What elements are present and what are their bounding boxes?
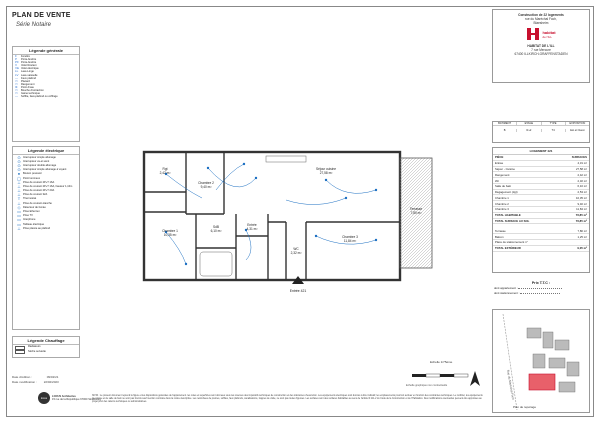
room-name: Rangement xyxy=(493,172,549,178)
legend-label: Soffite, faux-plafond ou coffrage xyxy=(21,95,58,99)
legend-symbol-icon: ⊙ xyxy=(17,162,21,168)
legend-symbol-icon: ⊥ xyxy=(17,225,21,231)
legend-label: Lave-Linge xyxy=(21,70,34,74)
owner-address: 7 rue Mercure xyxy=(531,48,551,52)
room-area: 10,35 m² xyxy=(163,233,177,237)
legend-symbol-icon: ⊙ xyxy=(17,154,21,160)
entry-label: Entrée 421 xyxy=(289,289,307,293)
legend-label: Prise de courant étanche xyxy=(23,201,52,205)
brand-sub: de l'ILL xyxy=(542,34,553,39)
legend-label: Tableau électrique xyxy=(23,222,45,226)
legend-label: Bouton poussoir xyxy=(23,172,42,176)
legend-symbol-icon: ▭ xyxy=(17,217,21,223)
annex-name: Balcon xyxy=(493,234,563,240)
legend-symbol-icon: VE xyxy=(15,66,20,71)
legend-label: Radiateurs xyxy=(28,345,41,348)
lot-attr-value: Est et Ouest xyxy=(570,129,585,132)
legend-symbol-icon: V xyxy=(15,63,18,68)
legend-symbol-icon: PF xyxy=(15,60,19,65)
legend-symbol-icon: ▭ xyxy=(17,221,21,227)
room-area: 11,84 m² xyxy=(343,239,357,243)
lot-attr-value: B xyxy=(493,129,517,132)
legend-label: Sèche serviette xyxy=(28,349,46,353)
room-name: Chambre 3 xyxy=(493,207,549,213)
owner-city: 67400 ILLKIRCH-GRAFFENSTADEN xyxy=(514,52,568,56)
situation-map xyxy=(493,310,589,412)
price-apartment-label: dont appartement : xyxy=(494,286,518,290)
north-arrow-icon xyxy=(466,370,484,388)
room-area: 27,58 m² xyxy=(319,171,333,175)
legend-label: Volet électrique xyxy=(21,67,39,71)
legend-label: Lave-vaisselle xyxy=(21,73,38,77)
room-area: 2,42 m² xyxy=(159,171,171,175)
room-area: 2,32 m² xyxy=(290,251,302,255)
legend-label: Volet Roulant xyxy=(21,64,37,68)
room-area: 4,31 m² xyxy=(246,227,258,231)
legend-label: Gaine technique xyxy=(21,92,40,96)
legend-label: Rangement xyxy=(21,82,35,86)
architect-logo: locus xyxy=(38,392,50,404)
legend-symbol-icon: ▭ xyxy=(15,81,18,86)
room-surface: 10,35 m² xyxy=(549,195,589,201)
legend-symbol-icon: ▭ xyxy=(17,213,21,219)
edition-date-label: Date d'édition : xyxy=(12,375,32,379)
street-label: Rue du Maréchal Foch xyxy=(506,369,516,401)
legend-label: Prise TV xyxy=(23,214,33,218)
legend-label: Point lumineux xyxy=(23,176,41,180)
room-surface: 2,32 m² xyxy=(549,178,589,184)
legend-symbol-icon: ▭ xyxy=(17,209,21,215)
legend-item xyxy=(13,350,79,355)
legend-general-heading: Légende générale xyxy=(13,47,79,55)
legend-symbol-icon: ◇ xyxy=(17,204,21,210)
room-surface: 27,58 m² xyxy=(549,166,589,172)
legend-label: Prise de courant 2P+T 16A xyxy=(23,180,55,184)
interior-walls xyxy=(144,152,400,280)
legend-symbol-icon: ⊥ xyxy=(17,200,21,206)
room-name: Salle de bain xyxy=(493,183,549,189)
lot-attr-header: EXPOSITION xyxy=(569,122,586,125)
room-area: 6,10 m² xyxy=(210,229,222,233)
project-box xyxy=(492,9,590,83)
room-label: Chambre 3 xyxy=(342,235,358,239)
radiator-icon xyxy=(15,346,25,350)
lot-attr-header: TYPE xyxy=(542,122,566,125)
room-label: Terrasse xyxy=(409,207,423,211)
room-name: Chambre 2 xyxy=(493,201,549,207)
annex-name: Place de stationnement n° xyxy=(493,239,563,245)
legend-symbol-icon: ⊗ xyxy=(15,84,18,89)
legend-label: Faux plafond xyxy=(21,76,36,80)
price-heading: Prix T.T.C : xyxy=(531,281,551,285)
legend-label: Prise de courant 32A xyxy=(23,193,48,197)
edition-date xyxy=(12,375,58,379)
room-surface: 9,40 m² xyxy=(549,201,589,207)
bathtub xyxy=(200,252,232,276)
scale-bar xyxy=(410,372,470,382)
room-area: 9,40 m² xyxy=(200,185,212,189)
modification-date-value: 22/02/2023 xyxy=(43,380,59,384)
room-label: WC xyxy=(293,247,299,251)
modification-date xyxy=(12,380,59,384)
room-label: Rgt xyxy=(162,167,168,171)
towel-heater-icon xyxy=(15,350,25,354)
document-subtitle: Série Notaire xyxy=(16,22,52,28)
total-exterieur-label: TOTAL EXTÉRIEUR xyxy=(493,246,559,251)
col-header-surfaces: SURFACES xyxy=(549,155,589,160)
total-sol-label: TOTAL SURFACE AU SOL xyxy=(493,218,562,224)
annex-surface xyxy=(563,239,589,245)
legend-label: Porte-fenêtre xyxy=(21,58,37,62)
legend-label: Prise Ethernet xyxy=(23,210,40,214)
price-parking-label: dont stationnement : xyxy=(494,291,520,295)
room-surface: 2,53 m² xyxy=(549,189,589,195)
legend-label: Interphone xyxy=(23,218,36,222)
room-name: Entrée xyxy=(493,160,549,166)
legend-item xyxy=(13,95,79,98)
total-exterieur-value: 9,05 m² xyxy=(559,246,589,251)
legend-electric xyxy=(12,146,80,330)
legend-label: Interrupteur va-et-vient xyxy=(23,159,50,163)
legend-label: Placard xyxy=(21,79,30,83)
total-sol-value: 76,85 m² xyxy=(562,218,589,224)
room-surface: 4,31 m² xyxy=(549,160,589,166)
brand-logo xyxy=(493,27,589,41)
room-label: Séjour cuisine xyxy=(315,167,337,171)
situation-plan xyxy=(492,309,590,413)
legend-symbol-icon: — xyxy=(15,75,18,80)
price-box xyxy=(492,281,590,301)
legend-label: Interrupteur simple allumage à voyant xyxy=(23,168,67,172)
modification-date-label: Date modification : xyxy=(12,380,37,384)
col-header-piece: PIÈCE xyxy=(493,155,549,160)
legend-electric-heading: Légende électrique xyxy=(13,147,79,155)
legend-item xyxy=(13,184,79,188)
legend-label: Fenêtre xyxy=(21,55,30,58)
legend-item xyxy=(13,226,79,230)
legend-label: Interrupteur double allumage xyxy=(23,163,57,167)
legend-symbol-icon: ⊥ xyxy=(17,179,21,185)
legend-symbol-icon: ⊥ xyxy=(17,192,21,198)
room-surface: 11,84 m² xyxy=(549,207,589,213)
legend-label: Prise placée au plafond xyxy=(23,226,51,230)
owner-name: HABITAT DE L'ILL xyxy=(527,44,555,48)
lot-attr-header: ETAGE xyxy=(517,122,541,125)
lot-attr-value: T4 xyxy=(542,129,566,132)
lot-attr-value: R+2 xyxy=(517,129,541,132)
edition-date-value: 09/02/21 xyxy=(46,375,59,379)
room-name: Wc xyxy=(493,178,549,184)
room-surface: 6,10 m² xyxy=(549,183,589,189)
architect-name: LOCUS Architectes xyxy=(52,395,76,398)
legend-symbol-icon: ▭ xyxy=(15,78,18,83)
outer-wall xyxy=(144,152,400,280)
legend-symbol-icon: F xyxy=(15,54,17,58)
room-label: Chambre 2 xyxy=(198,181,214,185)
room-label: Chambre 1 xyxy=(162,229,178,233)
scale-label: Echelle 1/75ème xyxy=(430,360,453,364)
kitchen-counter xyxy=(266,156,306,162)
legend-symbol-icon: ▭ xyxy=(15,88,18,93)
legend-symbol-icon: ▭ xyxy=(15,91,18,96)
table-row xyxy=(493,207,589,213)
legend-label: Point d'eau xyxy=(21,85,34,89)
legend-label: Thermostat xyxy=(23,197,37,201)
legend-symbol-icon: ⊥ xyxy=(17,188,21,194)
legend-symbol-icon: ● xyxy=(17,171,21,177)
legend-symbol-icon: ⊙ xyxy=(17,167,21,173)
scale-note: Echelle graphique non contractuelle xyxy=(406,384,448,387)
lot-label: LOGEMENT 421 xyxy=(493,148,589,155)
project-title: Construction de 22 logements xyxy=(518,13,564,17)
lot-highlight xyxy=(529,374,555,390)
legend-label: Prise de courant 2P+T 20A xyxy=(23,189,55,193)
legend-label: Bouche d'extraction xyxy=(21,89,44,93)
room-area: 7,80 m² xyxy=(410,211,422,215)
room-name: Dégagement (dgt) xyxy=(493,189,549,195)
legend-symbol-icon: — xyxy=(15,94,18,99)
legend-symbol-icon: ◯ xyxy=(16,175,22,181)
room-label: Entrée xyxy=(247,223,257,227)
legend-heating xyxy=(12,336,80,358)
annex-surface: 1,25 m² xyxy=(563,234,589,240)
legend-label: Interrupteur simple allumage xyxy=(23,155,56,159)
legend-symbol-icon: T xyxy=(17,196,21,202)
architect-address: 15 rue de la République 67000 Strasbourg xyxy=(52,398,101,401)
legend-symbol-icon: ⊥ xyxy=(17,183,21,189)
room-name: Chambre 1 xyxy=(493,195,549,201)
total-habitable-label: TOTAL HABITABLE xyxy=(493,213,562,218)
floor-plan xyxy=(86,140,482,300)
project-city: Blaesheim xyxy=(533,21,549,25)
surfaces-table xyxy=(492,147,590,273)
room-label: SdB xyxy=(212,225,220,229)
legend-symbol-icon: LV xyxy=(15,72,19,77)
legend-general xyxy=(12,46,80,142)
legend-label: Prise de courant 2P+T 16A, hauteur 1,10m xyxy=(23,184,73,188)
total-habitable-value: 76,85 m² xyxy=(562,213,589,218)
legend-symbol-icon: ⊙ xyxy=(17,158,21,164)
lot-attributes xyxy=(492,121,590,143)
legend-symbol-icon: LL xyxy=(15,69,19,74)
room-name: Séjour - Cuisine xyxy=(493,166,549,172)
situation-label: Plan de repérage xyxy=(513,405,537,409)
lot-attr-header: BATIMENT xyxy=(493,122,517,125)
annex-name: Terrasse xyxy=(493,228,563,233)
document-title: PLAN DE VENTE xyxy=(12,12,71,19)
habitat-logo-icon xyxy=(526,27,540,41)
annex-surface: 7,80 m² xyxy=(563,228,589,233)
project-address: rue du Maréchal Foch, xyxy=(525,17,557,21)
legal-note: NOTA : Le présent document reprend la figure et les dispositions générales de l'appartement. les cotes et superficies sont données sous les réserves des impératifs techniques de construction et des tolérances d'exécution. Les équipements électriques sont donnés à titre indicatif, les emplacements pourront évoluer en fonction des contraintes techniques. Le mobilier, les équipements de cuisine et de salle de bain ne sont pas fournis sauf mention contraire dans la notice descriptive. Les retombées de poutres, soffites, faux plafonds, canalisations, trappes de visite, ne sont pas toutes figurées. Les surfaces sont des surfaces habitables au sens de l'article R.111-2 du Code de la Construction et de l'Habitation. Des modifications éventuelles peuvent être apportées au projet pour des raisons techniques ou administratives. xyxy=(92,395,483,403)
room-surface: 2,42 m² xyxy=(549,172,589,178)
legend-heating-heading: Légende Chauffage xyxy=(13,337,79,345)
legend-symbol-icon: P xyxy=(15,57,18,62)
legend-label: Porte-fenêtre xyxy=(21,61,37,65)
legend-label: Détecteur de fumée xyxy=(23,205,46,209)
price-parking xyxy=(492,290,590,295)
right-panel xyxy=(492,9,590,414)
table-row xyxy=(493,239,589,245)
brand-main: habitat xyxy=(542,29,556,35)
room-labels xyxy=(160,167,423,255)
